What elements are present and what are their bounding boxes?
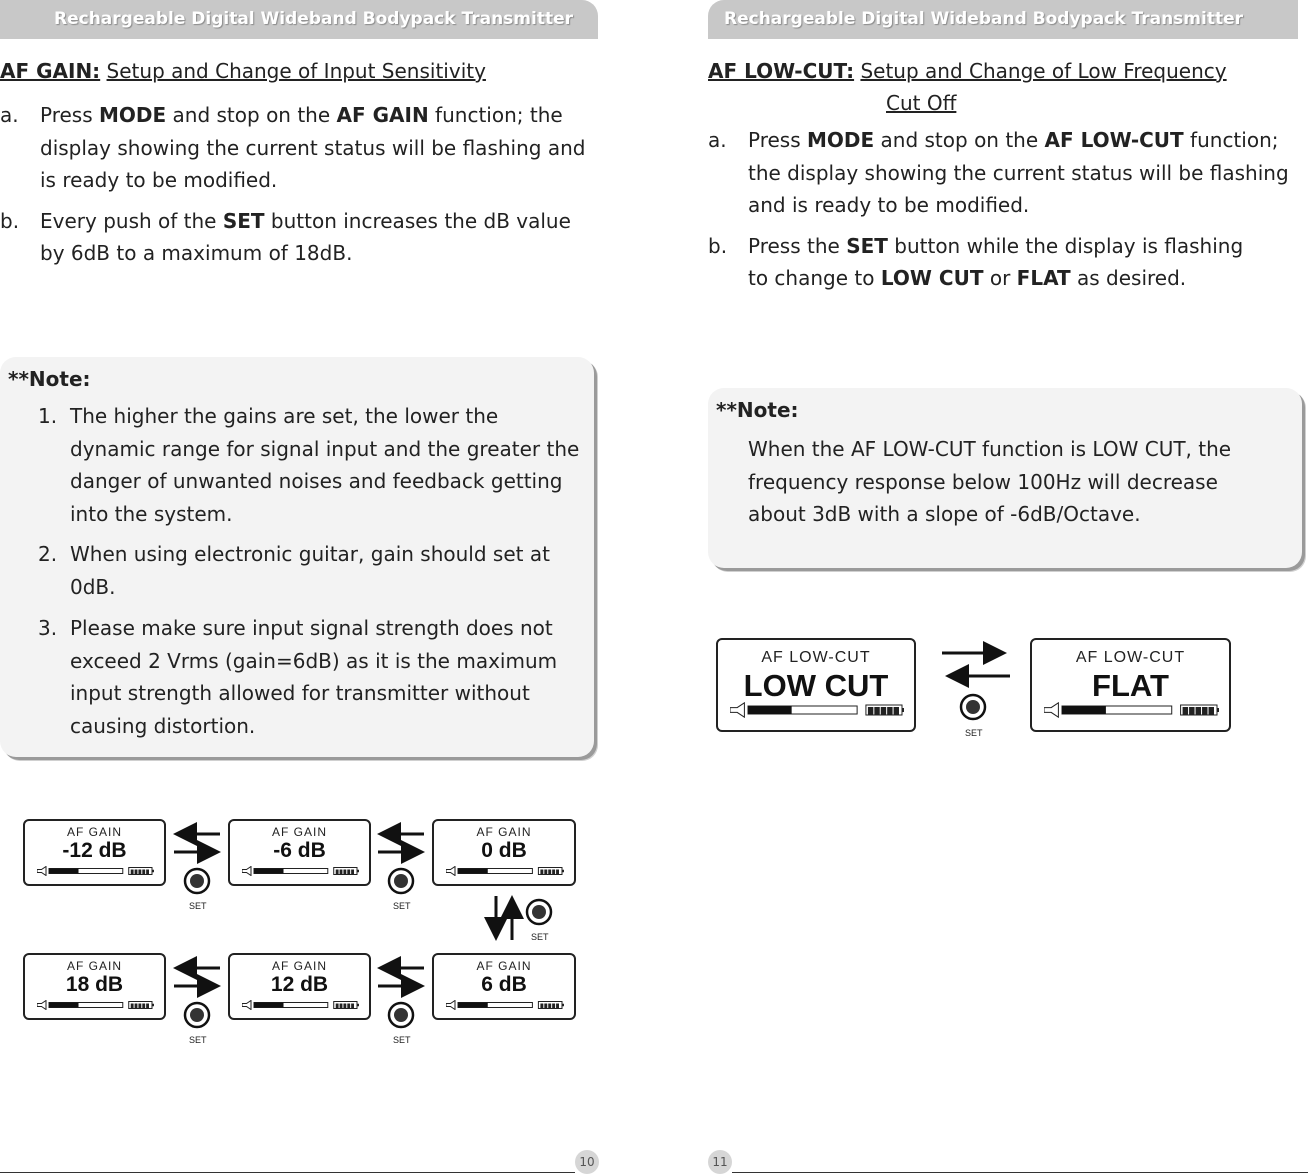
lcd-display: AF GAIN 18 dB (23, 953, 166, 1020)
heading-text-cont: Cut Off (886, 91, 957, 115)
set-label: SET (189, 901, 207, 911)
section-heading (708, 55, 1308, 119)
heading-text: Setup and Change of Low Frequency (860, 59, 1227, 83)
set-label: SET (189, 1035, 207, 1045)
note-title: **Note: (716, 398, 799, 422)
note-box (708, 388, 1302, 568)
lcd-display: AF GAIN -6 dB (228, 819, 371, 886)
lcd-display: AF LOW-CUT FLAT (1030, 638, 1231, 732)
heading-text: Setup and Change of Input Sensitivity (106, 59, 486, 83)
set-label: SET (393, 901, 411, 911)
note-item-2: 2. When using electronic guitar, gain should set at 0dB. (38, 542, 550, 599)
heading-keyword: AF GAIN: (0, 59, 101, 83)
note-box (0, 357, 594, 757)
steps-list (0, 99, 600, 278)
footer-line (732, 1172, 1308, 1173)
note-title: **Note: (8, 367, 91, 391)
set-button-icon (961, 695, 985, 719)
step-a: a. Press MODE and stop on the AF GAIN function; the display showing the current status will be flashing and is ready to be modified. (0, 103, 586, 192)
step-a: a. Press MODE and stop on the AF LOW-CUT function; the display showing the current status will be flashing and is ready to be modified. (708, 128, 1289, 217)
step-b: b. Press the SET button while the display is flashing to change to LOW CUT or FLAT as desired. (708, 233, 1244, 290)
page-number: 11 (708, 1150, 732, 1174)
note-text: When the AF LOW-CUT function is LOW CUT, the frequency response below 100Hz will decrease about 3dB with a slope of -6dB/Octave. (748, 437, 1232, 526)
header-bar: Rechargeable Digital Wideband Bodypack Transmitter (708, 0, 1298, 39)
level-meter-icon (1044, 702, 1221, 718)
lcd-display: AF GAIN 0 dB (432, 819, 576, 886)
note-item-3: 3. Please make sure input signal strength does not exceed 2 Vrms (gain=6dB) as it is the maximum input strength allowed for transmitter without causing distortion. (38, 616, 558, 738)
heading-keyword: AF LOW-CUT: (708, 59, 855, 83)
page-right (708, 0, 1308, 1175)
gain-cycle-arrows (0, 800, 600, 1060)
header-bar: Rechargeable Digital Wideband Bodypack Transmitter (0, 0, 598, 39)
set-label: SET (531, 932, 549, 942)
set-button-icon (185, 869, 551, 1027)
footer-line (0, 1172, 575, 1173)
set-label: SET (393, 1035, 411, 1045)
note-item-1: 1. The higher the gains are set, the lower the dynamic range for signal input and the greater the danger of unwanted noises and feedback getting into the system. (38, 404, 580, 526)
steps-list (708, 124, 1298, 303)
section-heading (0, 55, 600, 87)
page-number: 10 (575, 1150, 599, 1174)
page-left (0, 0, 600, 1175)
lcd-display: AF GAIN 6 dB (432, 953, 576, 1020)
step-b: b. Every push of the SET button increases the dB value by 6dB to a maximum of 18dB. (0, 208, 571, 265)
level-meter-icon (730, 702, 906, 718)
lcd-display: AF GAIN 12 dB (228, 953, 371, 1020)
lowcut-toggle-arrows (928, 640, 1028, 740)
lcd-display: AF LOW-CUT LOW CUT (716, 638, 916, 732)
set-label: SET (965, 728, 983, 738)
lcd-display: AF GAIN -12 dB (23, 819, 166, 886)
